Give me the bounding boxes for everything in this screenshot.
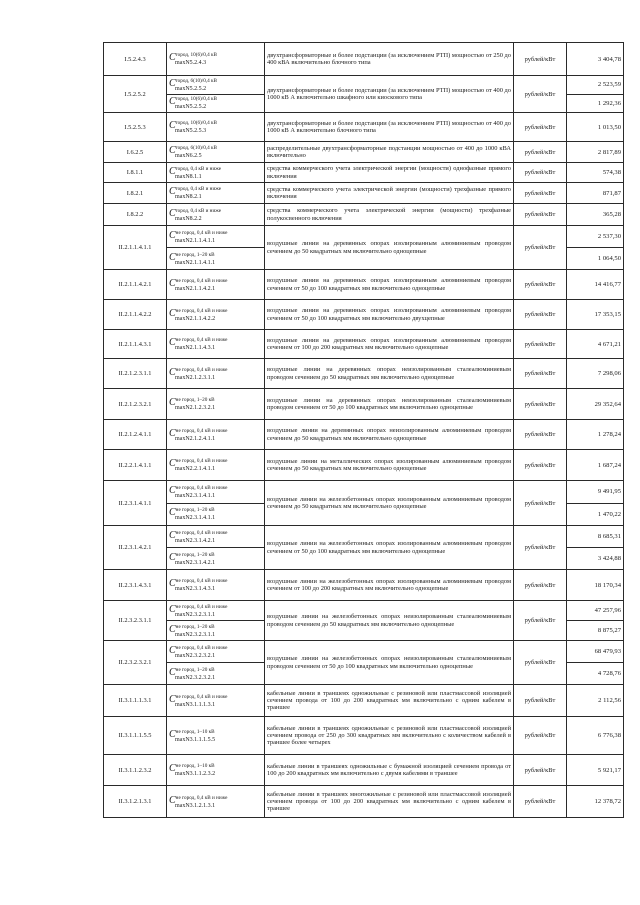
formula-subscript: maxN2.1.1.4.2.1: [175, 285, 216, 292]
formula-subscript: maxN2.2.1.4.1.1: [175, 466, 216, 472]
row-code: II.2.3.2.3.2.1: [104, 641, 167, 685]
row-unit: рублей/кВт: [514, 300, 567, 330]
formula-superscript: не город, 1–20 кВ: [175, 397, 215, 403]
row-value: 8 685,31: [567, 526, 624, 548]
formula-letter: C: [169, 307, 176, 319]
formula-superscript: не город, 1–20 кВ: [175, 251, 215, 258]
row-unit: рублей/кВт: [514, 481, 567, 526]
row-value: 68 479,93: [567, 641, 624, 663]
row-code: I.8.1.1: [104, 163, 167, 183]
row-code: I.5.2.5.3: [104, 113, 167, 142]
formula-letter: C: [169, 145, 176, 156]
formula-letter: C: [169, 551, 176, 563]
row-value: 871,87: [567, 183, 624, 204]
row-unit: рублей/кВт: [514, 570, 567, 601]
table-row: [104, 359, 624, 389]
row-unit: рублей/кВт: [514, 113, 567, 142]
tariff-formula: [167, 270, 265, 300]
formula-superscript: не город, 0,4 кВ и ниже: [175, 644, 228, 651]
row-value: 14 416,77: [567, 270, 624, 300]
tariff-table-body: [104, 43, 624, 818]
row-description: воздушные линии на железобетонных опорах изолированным алюминиевым проводом сечением от 50 до 100 квадратных мм включительно одноцепные: [265, 526, 514, 570]
formula-subscript: maxN8.1.1: [175, 173, 202, 180]
row-value: 574,38: [567, 163, 624, 183]
formula-subscript: maxN3.1.1.1.3.1: [175, 701, 216, 708]
row-code: II.2.1.2.3.1.1: [104, 359, 167, 389]
tariff-formula: [167, 300, 265, 330]
formula-superscript: не город, 0,4 кВ и ниже: [175, 794, 228, 801]
row-value: 8 875,27: [567, 621, 624, 641]
formula-subscript: maxN2.1.1.4.1.1: [175, 237, 216, 244]
row-unit: рублей/кВт: [514, 226, 567, 270]
tariff-table: [103, 42, 624, 818]
table-row: [104, 226, 624, 248]
formula-letter: C: [169, 165, 176, 177]
formula-subscript: maxN5.2.4.3: [175, 60, 207, 66]
tariff-formula: [167, 786, 265, 818]
row-unit: рублей/кВт: [514, 420, 567, 450]
table-row: [104, 450, 624, 481]
table-row: [104, 76, 624, 95]
tariff-formula: [167, 548, 265, 570]
formula-letter: C: [169, 229, 176, 241]
row-value: 2 523,59: [567, 76, 624, 95]
formula-letter: C: [169, 644, 176, 656]
formula-subscript: maxN5.2.5.3: [175, 128, 207, 134]
row-value: 1 687,24: [567, 450, 624, 481]
row-unit: рублей/кВт: [514, 601, 567, 641]
table-row: [104, 641, 624, 663]
formula-subscript-line: [175, 153, 262, 159]
row-unit: рублей/кВт: [514, 755, 567, 786]
tariff-formula: [167, 621, 265, 641]
formula-letter: C: [169, 728, 176, 740]
formula-subscript-line: [175, 675, 262, 681]
row-unit: рублей/кВт: [514, 76, 567, 113]
row-description: воздушные линии на железобетонных опорах неизолированным сталеалюминиевым проводом сечением от 50 до 100 квадратных мм включительно одноцепные: [265, 641, 514, 685]
formula-letter: C: [169, 366, 176, 378]
tariff-formula: [167, 183, 265, 204]
formula-superscript: не город, 0,4 кВ и ниже: [175, 693, 228, 700]
formula-superscript: не город, 1–20 кВ: [175, 623, 215, 630]
row-code: II.2.3.1.4.2.1: [104, 526, 167, 570]
tariff-formula: [167, 685, 265, 717]
formula-subscript: maxN5.2.5.2: [175, 104, 207, 111]
table-row: [104, 300, 624, 330]
formula-subscript-line: [175, 128, 262, 134]
tariff-formula: [167, 204, 265, 226]
formula-superscript: не город, 0,4 кВ и ниже: [175, 529, 228, 536]
tariff-formula: [167, 503, 265, 526]
formula-subscript-line: [175, 405, 262, 411]
row-description: воздушные линии на железобетонных опорах изолированным алюминиевым проводом сечением до 50 квадратных мм включительно одноцепные: [265, 481, 514, 526]
row-value: 3 404,78: [567, 43, 624, 76]
formula-superscript: не город, 1–20 кВ: [175, 551, 215, 558]
row-description: воздушные линии на деревянных опорах неизолированным сталеалюминиевым проводом сечением до 50 квадратных мм включительно одноцепные: [265, 359, 514, 389]
row-unit: рублей/кВт: [514, 183, 567, 204]
formula-subscript: maxN2.1.1.4.2.2: [175, 315, 216, 322]
row-value: 4 671,21: [567, 330, 624, 359]
formula-letter: C: [169, 578, 176, 589]
tariff-formula: [167, 641, 265, 663]
formula-superscript: не город, 1–20 кВ: [175, 507, 215, 514]
formula-letter: C: [169, 458, 176, 469]
row-code: II.2.3.2.3.1.1: [104, 601, 167, 641]
row-unit: рублей/кВт: [514, 204, 567, 226]
formula-subscript: maxN2.3.1.4.2.1: [175, 559, 216, 566]
row-code: II.2.2.1.4.1.1: [104, 450, 167, 481]
formula-letter: C: [169, 207, 176, 219]
row-description: средства коммерческого учета электрической энергии (мощности) трехфазные полукосвенного включения: [265, 204, 514, 226]
row-value: 1 470,22: [567, 503, 624, 526]
row-value: 365,28: [567, 204, 624, 226]
row-code: II.2.3.1.4.1.1: [104, 481, 167, 526]
formula-subscript: maxN2.1.2.4.1.1: [175, 435, 216, 442]
row-value: 29 352,64: [567, 389, 624, 420]
formula-letter: C: [169, 427, 176, 439]
formula-letter: C: [169, 763, 176, 774]
formula-letter: C: [169, 603, 176, 615]
formula-letter: C: [169, 77, 176, 89]
tariff-formula: [167, 248, 265, 270]
row-unit: рублей/кВт: [514, 641, 567, 685]
table-row: [104, 43, 624, 76]
formula-subscript: maxN2.1.1.4.3.1: [175, 345, 216, 351]
formula-superscript: город, 10(6)/0,4 кВ: [175, 120, 217, 126]
tariff-formula: [167, 76, 265, 95]
row-code: II.2.1.1.4.3.1: [104, 330, 167, 359]
formula-letter: C: [169, 251, 176, 263]
table-row: [104, 142, 624, 163]
row-value: 1 292,36: [567, 94, 624, 113]
formula-subscript: maxN2.3.1.4.2.1: [175, 537, 216, 544]
formula-subscript: maxN5.2.5.2: [175, 85, 207, 92]
row-code: II.2.1.1.4.1.1: [104, 226, 167, 270]
formula-subscript: maxN2.3.1.4.1.1: [175, 515, 216, 522]
formula-subscript: maxN2.3.2.3.2.1: [175, 674, 216, 681]
row-description: воздушные линии на железобетонных опорах изолированным алюминиевым проводом сечением от 100 до 200 квадратных мм включительно одноцепные: [265, 570, 514, 601]
table-row: [104, 330, 624, 359]
row-value: 17 353,15: [567, 300, 624, 330]
row-description: двухтрансформаторные и более подстанции (за исключением РТП) мощностью от 250 до 400 кВА включительно блочного типа: [265, 43, 514, 76]
row-description: кабельные линии в траншеях одножильные с резиновой или пластмассовой изоляцией сечением провода от 250 до 300 квадратных мм включительно с количеством кабелей в траншее более четырех: [265, 717, 514, 755]
table-row: [104, 113, 624, 142]
row-value: 18 170,34: [567, 570, 624, 601]
formula-superscript: не город, 0,4 кВ и ниже: [175, 307, 228, 314]
formula-subscript: maxN8.2.2: [175, 215, 202, 222]
formula-subscript: maxN8.2.1: [175, 194, 202, 200]
row-code: II.3.1.1.2.3.2: [104, 755, 167, 786]
formula-superscript: не город, 0,4 кВ и ниже: [175, 603, 228, 610]
tariff-formula: [167, 226, 265, 248]
table-row: [104, 786, 624, 818]
row-unit: рублей/кВт: [514, 786, 567, 818]
formula-subscript: maxN2.3.2.3.1.1: [175, 611, 216, 618]
table-row: [104, 163, 624, 183]
row-value: 6 776,38: [567, 717, 624, 755]
row-unit: рублей/кВт: [514, 717, 567, 755]
formula-superscript: город, 0,4 кВ и ниже: [175, 207, 222, 214]
formula-subscript: maxN2.3.2.3.1.1: [175, 631, 216, 638]
table-row: [104, 204, 624, 226]
row-description: воздушные линии на деревянных опорах изолированным алюминиевым проводом сечением от 50 до 100 квадратных мм включительно одноцепные: [265, 270, 514, 300]
formula-letter: C: [169, 52, 176, 63]
formula-subscript-line: [175, 560, 262, 566]
formula-superscript: не город, 1–10 кВ: [175, 763, 215, 769]
row-unit: рублей/кВт: [514, 359, 567, 389]
table-row: [104, 755, 624, 786]
formula-subscript: maxN2.3.2.3.2.1: [175, 652, 216, 659]
formula-subscript: maxN3.1.1.2.3.2: [175, 771, 216, 777]
formula-superscript: город, 10(6)/0,4 кВ: [175, 96, 217, 103]
row-code: I.6.2.5: [104, 142, 167, 163]
formula-superscript: не город, 1–20 кВ: [175, 666, 215, 673]
formula-superscript: не город, 0,4 кВ и ниже: [175, 277, 228, 284]
row-description: кабельные линии в траншеях одножильные с резиновой или пластмассовой изоляцией сечением провода от 100 до 200 квадратных мм включительно с одним кабелем в траншее: [265, 685, 514, 717]
row-value: 2 817,89: [567, 142, 624, 163]
tariff-formula: [167, 601, 265, 621]
tariff-formula: [167, 94, 265, 113]
row-code: II.2.1.2.4.1.1: [104, 420, 167, 450]
formula-superscript: не город, 0,4 кВ и ниже: [175, 484, 228, 491]
formula-subscript: maxN3.1.1.1.5.5: [175, 736, 216, 743]
row-description: воздушные линии на металлических опорах изолированным алюминиевым проводом сечением до 50 квадратных мм включительно одноцепные: [265, 450, 514, 481]
row-unit: рублей/кВт: [514, 142, 567, 163]
formula-subscript-line: [175, 86, 262, 92]
row-description: кабельные линии в траншеях многожильные с резиновой или пластмассовой изоляцией сечением провода от 100 до 200 квадратных мм включительно с одним кабелем в траншее: [265, 786, 514, 818]
row-description: распределительные двухтрансформаторные подстанции мощностью от 400 до 1000 кВА включительно: [265, 142, 514, 163]
table-row: [104, 717, 624, 755]
row-description: воздушные линии на деревянных опорах неизолированным сталеалюминиевым проводом сечением от 50 до 100 квадратных мм включительно одноцепные: [265, 389, 514, 420]
tariff-formula: [167, 481, 265, 504]
table-row: [104, 270, 624, 300]
row-description: средства коммерческого учета электрической энергии (мощности) однофазные прямого включения: [265, 163, 514, 183]
row-description: воздушные линии на железобетонных опорах неизолированным сталеалюминиевым проводом сечением до 50 квадратных мм включительно одноцепные: [265, 601, 514, 641]
row-code: II.2.3.1.4.3.1: [104, 570, 167, 601]
row-value: 1 278,24: [567, 420, 624, 450]
formula-superscript: город, 10(6)/0,4 кВ: [175, 52, 217, 58]
row-value: 7 298,06: [567, 359, 624, 389]
row-description: воздушные линии на деревянных опорах изолированным алюминиевым проводом сечением от 100 до 200 квадратных мм включительно одноцепные: [265, 330, 514, 359]
row-value: 4 728,76: [567, 663, 624, 685]
row-code: II.3.1.1.1.5.5: [104, 717, 167, 755]
table-row: [104, 183, 624, 204]
row-value: 47 257,96: [567, 601, 624, 621]
formula-subscript-line: [175, 60, 262, 66]
row-unit: рублей/кВт: [514, 330, 567, 359]
formula-superscript: не город, 0,4 кВ и ниже: [175, 366, 228, 373]
tariff-formula: [167, 330, 265, 359]
formula-subscript: maxN2.3.1.4.3.1: [175, 586, 216, 592]
formula-superscript: город, 6(10)/0,4 кВ: [175, 145, 217, 151]
table-row: [104, 420, 624, 450]
row-unit: рублей/кВт: [514, 270, 567, 300]
row-unit: рублей/кВт: [514, 450, 567, 481]
formula-superscript: город, 6(10)/0,4 кВ: [175, 77, 217, 84]
row-description: воздушные линии на деревянных опорах неизолированным алюминиевым проводом сечением до 50 квадратных мм включительно одноцепные: [265, 420, 514, 450]
formula-letter: C: [169, 794, 176, 806]
formula-subscript: maxN2.1.2.3.1.1: [175, 374, 216, 381]
formula-superscript: не город, 0,4 кВ и ниже: [175, 427, 228, 434]
formula-subscript-line: [175, 515, 262, 521]
row-value: 1 064,50: [567, 248, 624, 270]
tariff-formula: [167, 389, 265, 420]
formula-letter: C: [169, 529, 176, 541]
formula-superscript: не город, 0,4 кВ и ниже: [175, 458, 228, 464]
row-value: 12 378,72: [567, 786, 624, 818]
tariff-formula: [167, 755, 265, 786]
row-value: 3 424,88: [567, 548, 624, 570]
tariff-formula: [167, 717, 265, 755]
row-description: двухтрансформаторные и более подстанции (за исключением РТП) мощностью от 400 до 1000 кВ А включительно шкафного или киоскового типа: [265, 76, 514, 113]
row-value: 5 921,17: [567, 755, 624, 786]
formula-subscript-line: [175, 771, 262, 777]
tariff-formula: [167, 570, 265, 601]
row-unit: рублей/кВт: [514, 526, 567, 570]
row-code: II.2.1.1.4.2.2: [104, 300, 167, 330]
formula-letter: C: [169, 623, 176, 635]
row-description: кабельные линии в траншеях одножильные с бумажной изоляцией сечением провода от 100 до 200 квадратных мм включительно с двумя кабелями в траншее: [265, 755, 514, 786]
row-code: II.2.1.1.4.2.1: [104, 270, 167, 300]
formula-letter: C: [169, 484, 176, 496]
row-value: 2 112,56: [567, 685, 624, 717]
formula-letter: C: [169, 693, 176, 705]
row-code: I.8.2.1: [104, 183, 167, 204]
tariff-formula: [167, 359, 265, 389]
formula-superscript: не город, 0,4 кВ и ниже: [175, 578, 228, 584]
formula-superscript: город, 0,4 кВ и ниже: [175, 165, 222, 172]
formula-superscript: не город, 1–10 кВ: [175, 728, 215, 735]
row-code: II.3.1.2.1.3.1: [104, 786, 167, 818]
row-unit: рублей/кВт: [514, 163, 567, 183]
formula-subscript: maxN2.1.2.3.2.1: [175, 405, 216, 411]
tariff-formula: [167, 450, 265, 481]
row-description: воздушные линии на деревянных опорах изолированным алюминиевым проводом сечением до 50 квадратных мм включительно одноцепные: [265, 226, 514, 270]
row-code: II.2.1.2.3.2.1: [104, 389, 167, 420]
row-value: 9 491,95: [567, 481, 624, 504]
row-description: средства коммерческого учета электрической энергии (мощности) трехфазные прямого включения: [265, 183, 514, 204]
formula-letter: C: [169, 186, 176, 197]
table-row: [104, 601, 624, 621]
formula-letter: C: [169, 666, 176, 678]
formula-subscript-line: [175, 260, 262, 266]
table-row: [104, 570, 624, 601]
formula-subscript-line: [175, 104, 262, 110]
tariff-formula: [167, 113, 265, 142]
row-code: II.3.1.1.1.3.1: [104, 685, 167, 717]
row-code: I.8.2.2: [104, 204, 167, 226]
tariff-formula: [167, 526, 265, 548]
formula-subscript: maxN2.1.1.4.1.1: [175, 259, 216, 266]
formula-subscript: maxN3.1.2.1.3.1: [175, 802, 216, 809]
formula-superscript: город, 0,4 кВ и ниже: [175, 186, 222, 192]
row-value: 1 013,50: [567, 113, 624, 142]
table-row: [104, 685, 624, 717]
tariff-formula: [167, 163, 265, 183]
row-code: I.5.2.5.2: [104, 76, 167, 113]
row-value: 2 537,30: [567, 226, 624, 248]
formula-letter: C: [169, 120, 176, 131]
tariff-formula: [167, 43, 265, 76]
table-row: [104, 481, 624, 504]
formula-subscript: maxN2.3.1.4.1.1: [175, 492, 216, 499]
tariff-formula: [167, 663, 265, 685]
table-row: [104, 526, 624, 548]
formula-subscript-line: [175, 632, 262, 638]
formula-superscript: не город, 0,4 кВ и ниже: [175, 337, 228, 343]
formula-letter: C: [169, 397, 176, 408]
formula-letter: C: [169, 507, 176, 519]
row-unit: рублей/кВт: [514, 685, 567, 717]
table-row: [104, 389, 624, 420]
row-description: двухтрансформаторные и более подстанции (за исключением РТП) мощностью от 400 до 1000 кВ А включительно блочного типа: [265, 113, 514, 142]
row-unit: рублей/кВт: [514, 389, 567, 420]
formula-subscript: maxN6.2.5: [175, 153, 202, 159]
formula-letter: C: [169, 277, 176, 289]
row-description: воздушные линии на деревянных опорах изолированным алюминиевым проводом сечением от 50 до 100 квадратных мм включительно двухцепные: [265, 300, 514, 330]
formula-letter: C: [169, 96, 176, 108]
formula-superscript: не город, 0,4 кВ и ниже: [175, 229, 228, 236]
row-unit: рублей/кВт: [514, 43, 567, 76]
formula-subscript-line: [175, 737, 262, 743]
formula-letter: C: [169, 337, 176, 348]
tariff-formula: [167, 142, 265, 163]
row-code: I.5.2.4.3: [104, 43, 167, 76]
tariff-formula: [167, 420, 265, 450]
